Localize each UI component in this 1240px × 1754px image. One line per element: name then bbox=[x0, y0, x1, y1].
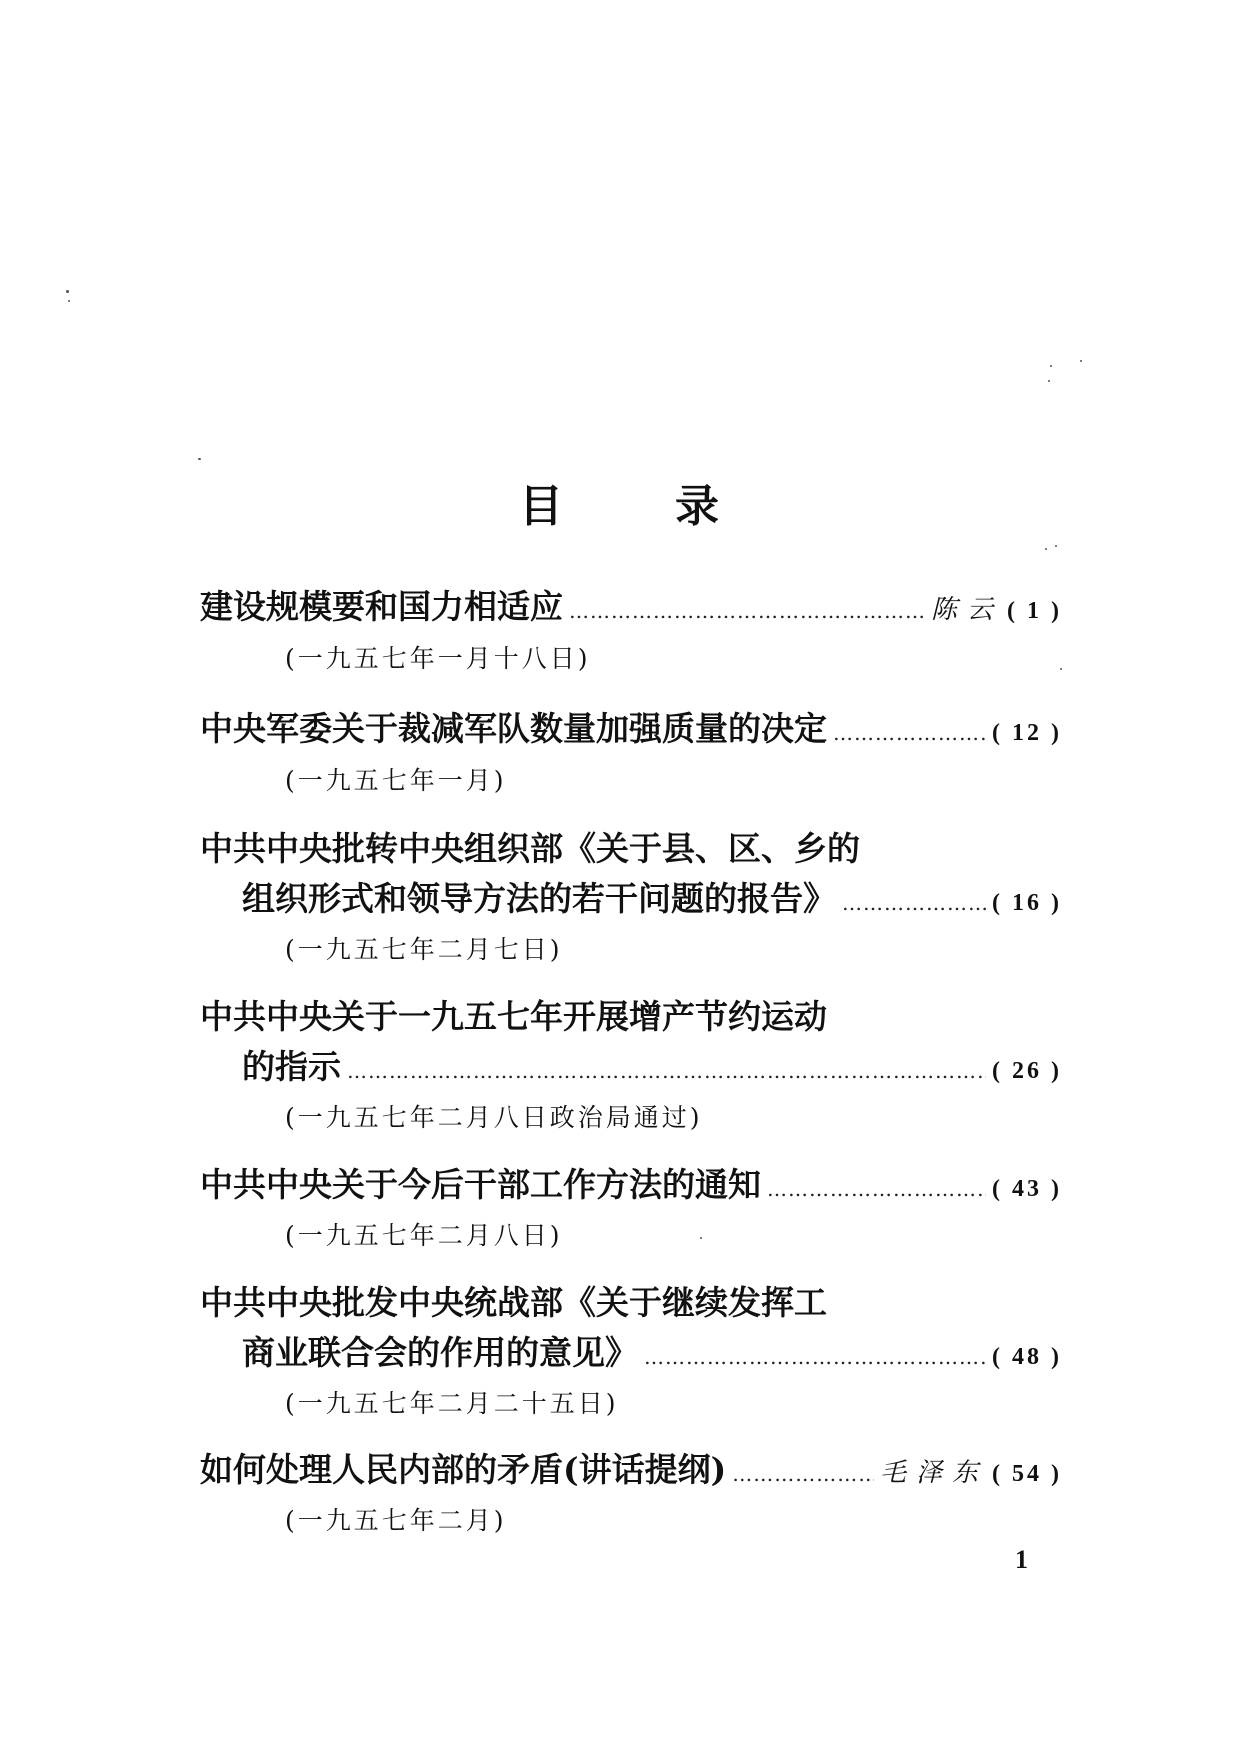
toc-entry-2[interactable] bbox=[200, 707, 1062, 751]
leader-dots bbox=[833, 711, 986, 755]
toc-entry-date: (一九五七年一月十八日) bbox=[285, 644, 591, 673]
toc-entry-6-continued[interactable] bbox=[242, 1331, 1062, 1375]
leader-dots bbox=[644, 1335, 986, 1379]
toc-entry-title: 中共中央关于一九五七年开展增产节约运动 bbox=[200, 997, 827, 1036]
toc-entry-title-cont: 组织形式和领导方法的若干问题的报告》 bbox=[242, 879, 836, 918]
toc-entry-title: 如何处理人民内部的矛盾(讲话提纲) bbox=[200, 1450, 727, 1489]
toc-entry-title: 建设规模要和国力相适应 bbox=[200, 587, 563, 626]
toc-entry-5[interactable] bbox=[200, 1163, 1062, 1207]
toc-entry-6[interactable] bbox=[200, 1281, 1062, 1325]
toc-entry-title: 中共中央关于今后干部工作方法的通知 bbox=[200, 1165, 761, 1204]
toc-entry-7[interactable] bbox=[200, 1448, 1062, 1492]
toc-entry-author: 毛泽东 bbox=[880, 1458, 989, 1488]
leader-dots bbox=[767, 1167, 986, 1211]
scan-speck bbox=[68, 300, 70, 302]
toc-entry-page: ( 12 ) bbox=[992, 720, 1062, 746]
scan-speck bbox=[1080, 360, 1082, 362]
toc-entry-4[interactable] bbox=[200, 995, 1062, 1039]
toc-entry-title: 中共中央批发中央统战部《关于继续发挥工 bbox=[200, 1283, 827, 1322]
toc-entry-page: ( 16 ) bbox=[992, 890, 1062, 916]
toc-entry-title: 中共中央批转中央组织部《关于县、区、乡的 bbox=[200, 829, 860, 868]
scan-speck bbox=[1050, 365, 1052, 367]
toc-entry-page: ( 43 ) bbox=[992, 1176, 1062, 1202]
toc-entry-date: (一九五七年二月八日政治局通过) bbox=[285, 1103, 703, 1132]
toc-entry-page: ( 48 ) bbox=[992, 1344, 1062, 1370]
toc-entry-page: ( 26 ) bbox=[992, 1058, 1062, 1084]
toc-entry-date: (一九五七年二月二十五日) bbox=[285, 1389, 619, 1418]
toc-entry-page: ( 54 ) bbox=[992, 1461, 1062, 1487]
toc-entry-title-cont: 商业联合会的作用的意见》 bbox=[242, 1333, 638, 1372]
scan-speck bbox=[1048, 380, 1050, 382]
leader-dots bbox=[842, 881, 986, 925]
toc-entry-title-cont: 的指示 bbox=[242, 1047, 341, 1086]
toc-entry-4-continued[interactable] bbox=[242, 1045, 1062, 1089]
toc-entry-date: (一九五七年一月) bbox=[285, 766, 507, 795]
scan-speck bbox=[700, 1237, 702, 1239]
scan-speck bbox=[66, 290, 69, 293]
toc-entry-page: ( 1 ) bbox=[1007, 598, 1062, 624]
title-char-lu: 录 bbox=[675, 481, 721, 532]
scan-speck bbox=[1055, 545, 1057, 547]
toc-entry-3-continued[interactable] bbox=[242, 877, 1062, 921]
scan-speck bbox=[1060, 668, 1062, 670]
toc-entry-date: (一九五七年二月八日) bbox=[285, 1221, 563, 1250]
toc-entry-1[interactable] bbox=[200, 585, 1062, 629]
leader-dots bbox=[732, 1452, 874, 1496]
scan-speck bbox=[1045, 548, 1047, 550]
toc-entry-3[interactable] bbox=[200, 827, 1062, 871]
toc-entry-date: (一九五七年二月) bbox=[285, 1506, 507, 1535]
scan-speck bbox=[198, 458, 201, 460]
toc-entry-date: (一九五七年二月七日) bbox=[285, 935, 563, 964]
toc-entry-title: 中央军委关于裁减军队数量加强质量的决定 bbox=[200, 709, 827, 748]
title-char-mu: 目 bbox=[519, 481, 565, 532]
toc-entry-author: 陈云 bbox=[931, 595, 1004, 625]
page-number: 1 bbox=[1015, 1545, 1028, 1574]
leader-dots bbox=[569, 589, 925, 633]
leader-dots bbox=[347, 1049, 986, 1093]
